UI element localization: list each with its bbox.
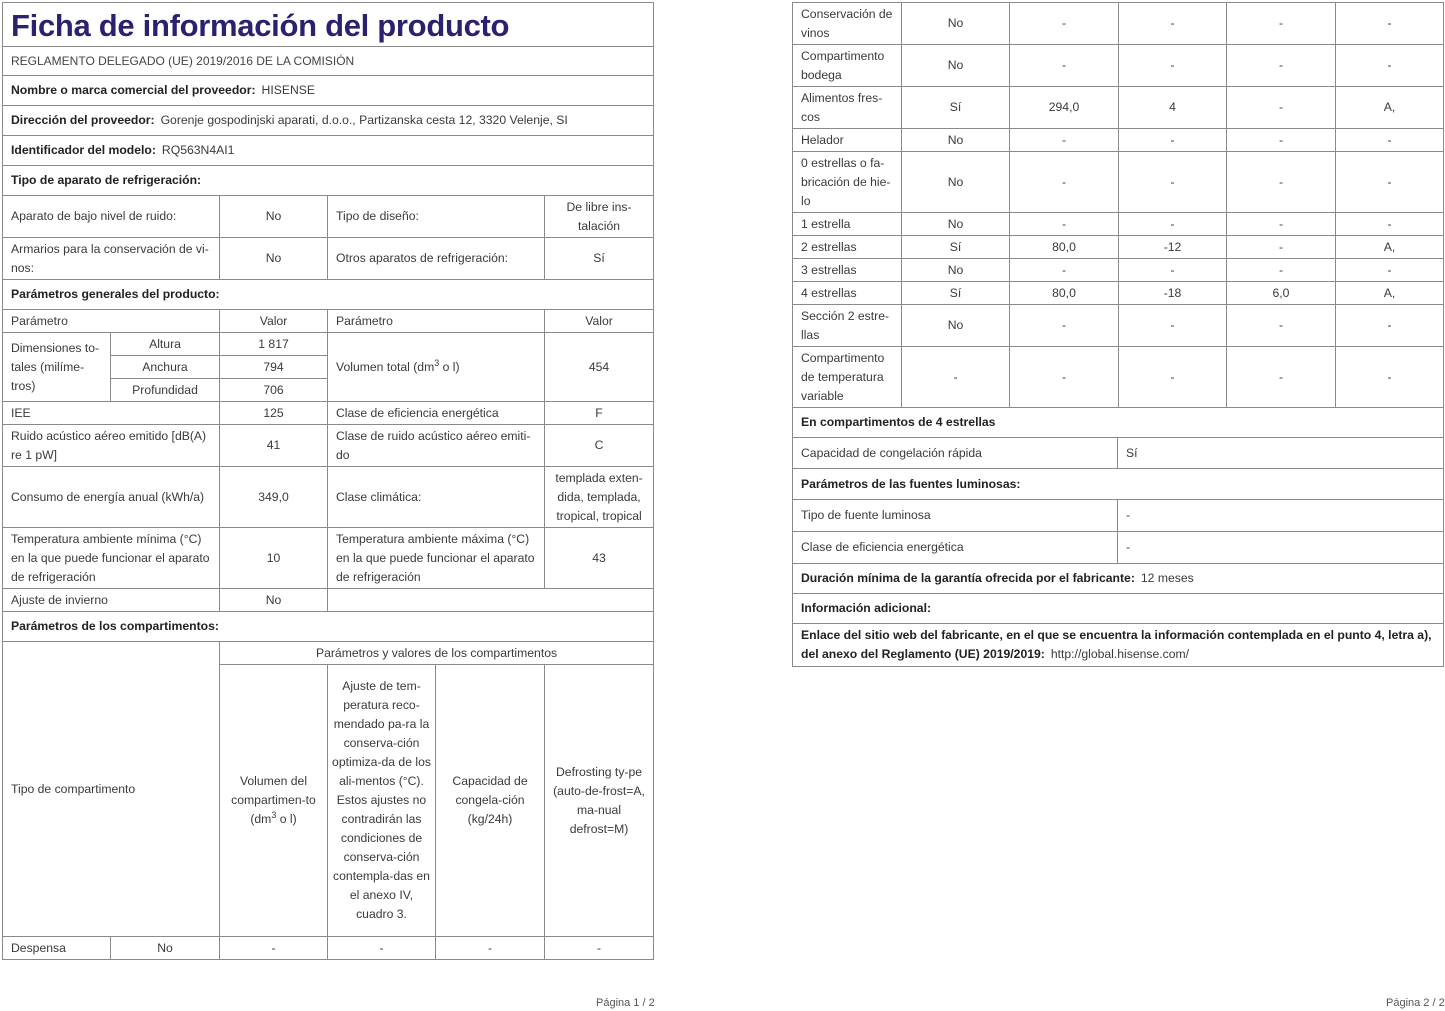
compartment-present: No — [902, 259, 1010, 282]
warranty-value: 12 meses — [1140, 571, 1194, 585]
compartment-rows — [793, 3, 1444, 408]
climate-class-label: Clase climática: — [328, 467, 545, 528]
compartment-freezing: - — [1227, 347, 1336, 408]
freezing-capacity-header: Capacidad de congela-ción (kg/24h) — [436, 665, 545, 937]
address-value: Gorenje gospodinjski aparati, d.o.o., Partizanska cesta 12, 3320 Velenje, SI — [160, 113, 568, 127]
compartment-volume: - — [1010, 213, 1119, 236]
compartment-volume-header — [220, 665, 328, 937]
height-label: Altura — [111, 333, 220, 356]
compartment-present: Sí — [902, 87, 1010, 129]
compartment-type-label: Tipo de compartimento — [3, 642, 220, 937]
param-header-left: Parámetro — [3, 310, 220, 333]
light-efficiency-value: - — [1118, 532, 1444, 564]
design-type-value: De libre ins-talación — [545, 196, 654, 238]
product-sheet-page-2 — [792, 2, 1443, 667]
compartment-defrost: - — [1336, 347, 1444, 408]
compartment-defrost: - — [1336, 45, 1444, 87]
recommended-temp-header: Ajuste de tem-peratura reco-mendado pa-ra la conserva-ción optimiza-da de los ali-mentos (°C). Estos ajustes no contradirán las condiciones de conserva-ción contempla-das en el anexo IV, cuadro 3. — [328, 665, 436, 937]
compartment-temperature: - — [1119, 213, 1227, 236]
compartment-present: No — [902, 3, 1010, 45]
wine-cabinet-label: Armarios para la conservación de vi-nos: — [3, 238, 220, 280]
width-value: 794 — [220, 356, 328, 379]
four-star-heading: En compartimentos de 4 estrellas — [793, 408, 1444, 438]
compartment-present: No — [902, 305, 1010, 347]
pantry-row — [3, 937, 654, 960]
compartment-defrost: - — [1336, 259, 1444, 282]
page-title-cell — [3, 3, 654, 47]
compartment-present: Sí — [902, 236, 1010, 259]
energy-class-value: F — [545, 402, 654, 425]
noise-value: 41 — [220, 425, 328, 467]
defrost-type-header: Defrosting ty-pe (auto-de-frost=A, ma-nual defrost=M) — [545, 665, 654, 937]
warranty-label: Duración mínima de la garantía ofrecida por el fabricante: — [801, 571, 1135, 585]
compartment-type: Conservación de vinos — [793, 3, 902, 45]
light-source-heading: Parámetros de las fuentes luminosas: — [793, 469, 1444, 500]
light-type-label: Tipo de fuente luminosa — [793, 500, 1118, 532]
min-temp-label: Temperatura ambiente mínima (°C) en la que puede funcionar el aparato de refrigeración — [3, 528, 220, 589]
supplier-label: Nombre o marca comercial del proveedor: — [11, 83, 256, 97]
light-type-value: - — [1118, 500, 1444, 532]
compartment-temperature: - — [1119, 129, 1227, 152]
dimensions-label: Dimensiones to-tales (milíme-tros) — [3, 333, 111, 402]
total-volume-value: 454 — [545, 333, 654, 402]
noise-class-label: Clase de ruido acústico aéreo emiti-do — [328, 425, 545, 467]
product-info-table — [2, 2, 654, 960]
compartment-row — [793, 282, 1444, 305]
comp-volume-text: Volumen del compartimen-to (dm — [231, 774, 316, 826]
light-efficiency-label: Clase de eficiencia energética — [793, 532, 1118, 564]
compartment-temperature: -18 — [1119, 282, 1227, 305]
compartment-freezing: - — [1227, 129, 1336, 152]
model-label: Identificador del modelo: — [11, 143, 156, 157]
compartment-type: 2 estrellas — [793, 236, 902, 259]
fast-freeze-value: Sí — [1118, 438, 1444, 469]
compartment-type: 0 estrellas o fa-bricación de hie-lo — [793, 152, 902, 213]
additional-info-table — [792, 407, 1444, 667]
compartment-temperature: 4 — [1119, 87, 1227, 129]
supplier-row — [3, 76, 654, 106]
empty-cell — [328, 589, 654, 612]
max-temp-label: Temperatura ambiente máxima (°C) en la que puede funcionar el aparato de refrigeración — [328, 528, 545, 589]
pantry-volume: - — [220, 937, 328, 960]
compartment-volume: 294,0 — [1010, 87, 1119, 129]
depth-label: Profundidad — [111, 379, 220, 402]
manufacturer-link-url[interactable]: http://global.hisense.com/ — [1050, 647, 1190, 661]
compartment-freezing: - — [1227, 152, 1336, 213]
compartment-defrost: - — [1336, 305, 1444, 347]
low-noise-value: No — [220, 196, 328, 238]
iee-value: 125 — [220, 402, 328, 425]
model-value: RQ563N4AI1 — [161, 143, 235, 157]
compartment-temperature: - — [1119, 347, 1227, 408]
compartment-row — [793, 347, 1444, 408]
manufacturer-link-label: Enlace del sitio web del fabricante, en el que se encuentra la información contemplada en el punto 4, letra a), del anexo del Reglamento (UE) 2019/2019: — [801, 628, 1432, 661]
pantry-present: No — [111, 937, 220, 960]
pantry-label: Despensa — [3, 937, 111, 960]
compartment-present: Sí — [902, 282, 1010, 305]
value-header-right: Valor — [545, 310, 654, 333]
param-header-right: Parámetro — [328, 310, 545, 333]
low-noise-label: Aparato de bajo nivel de ruido: — [3, 196, 220, 238]
compartment-temperature: - — [1119, 152, 1227, 213]
manufacturer-link-row — [793, 624, 1444, 667]
iee-label: IEE — [3, 402, 220, 425]
compartment-volume: - — [1010, 305, 1119, 347]
noise-label: Ruido acústico aéreo emitido [dB(A) re 1 pW] — [3, 425, 220, 467]
depth-value: 706 — [220, 379, 328, 402]
compartment-params-header: Parámetros y valores de los compartimentos — [220, 642, 654, 665]
value-header-left: Valor — [220, 310, 328, 333]
compartment-defrost: - — [1336, 3, 1444, 45]
winter-setting-value: No — [220, 589, 328, 612]
warranty-row — [793, 564, 1444, 594]
compartment-temperature: -12 — [1119, 236, 1227, 259]
compartment-temperature: - — [1119, 3, 1227, 45]
total-volume-label — [328, 333, 545, 402]
compartment-temperature: - — [1119, 45, 1227, 87]
compartment-freezing: - — [1227, 3, 1336, 45]
energy-consumption-value: 349,0 — [220, 467, 328, 528]
compartment-volume: - — [1010, 259, 1119, 282]
other-appliance-label: Otros aparatos de refrigeración: — [328, 238, 545, 280]
appliance-type-heading: Tipo de aparato de refrigeración: — [3, 166, 654, 196]
volume-label-sup: 3 — [434, 357, 440, 368]
pantry-temp: - — [328, 937, 436, 960]
additional-info-heading: Información adicional: — [793, 594, 1444, 624]
compartment-type: 1 estrella — [793, 213, 902, 236]
compartment-freezing: - — [1227, 45, 1336, 87]
pantry-freeze: - — [436, 937, 545, 960]
compartment-defrost: A, — [1336, 282, 1444, 305]
pantry-defrost: - — [545, 937, 654, 960]
compartment-row — [793, 87, 1444, 129]
height-value: 1 817 — [220, 333, 328, 356]
supplier-value: HISENSE — [261, 83, 316, 97]
wine-cabinet-value: No — [220, 238, 328, 280]
compartment-type: Alimentos fres-cos — [793, 87, 902, 129]
compartment-volume: 80,0 — [1010, 282, 1119, 305]
compartment-defrost: - — [1336, 152, 1444, 213]
min-temp-value: 10 — [220, 528, 328, 589]
compartment-defrost: A, — [1336, 236, 1444, 259]
address-label: Dirección del proveedor: — [11, 113, 155, 127]
compartment-present: No — [902, 213, 1010, 236]
compartment-row — [793, 45, 1444, 87]
compartment-volume: - — [1010, 347, 1119, 408]
comp-volume-sup: 3 — [271, 809, 277, 820]
compartment-present: - — [902, 347, 1010, 408]
energy-class-label: Clase de eficiencia energética — [328, 402, 545, 425]
other-appliance-value: Sí — [545, 238, 654, 280]
compartment-freezing: - — [1227, 87, 1336, 129]
compartment-volume: 80,0 — [1010, 236, 1119, 259]
compartment-volume: - — [1010, 129, 1119, 152]
compartment-present: No — [902, 45, 1010, 87]
compartment-type: Compartimento de temperatura variable — [793, 347, 902, 408]
model-row — [3, 136, 654, 166]
regulation-reference: REGLAMENTO DELEGADO (UE) 2019/2016 DE LA COMISIÓN — [3, 47, 654, 76]
compartment-freezing: - — [1227, 259, 1336, 282]
page-number-2: Página 2 / 2 — [1386, 997, 1445, 1009]
noise-class-value: C — [545, 425, 654, 467]
compartment-type: Compartimento bodega — [793, 45, 902, 87]
design-type-label: Tipo de diseño: — [328, 196, 545, 238]
width-label: Anchura — [111, 356, 220, 379]
volume-label-unit: o l) — [439, 359, 460, 374]
compartment-defrost: A, — [1336, 87, 1444, 129]
page-title: Ficha de información del producto — [11, 7, 510, 43]
climate-class-value: templada exten-dida, templada, tropical, tropical — [545, 467, 654, 528]
compartment-row — [793, 3, 1444, 45]
compartment-temperature: - — [1119, 259, 1227, 282]
compartment-volume: - — [1010, 152, 1119, 213]
compartment-type: 4 estrellas — [793, 282, 902, 305]
compartment-present: No — [902, 129, 1010, 152]
compartment-row — [793, 259, 1444, 282]
energy-consumption-label: Consumo de energía anual (kWh/a) — [3, 467, 220, 528]
max-temp-value: 43 — [545, 528, 654, 589]
compartment-freezing: - — [1227, 305, 1336, 347]
compartment-type: Sección 2 estre-llas — [793, 305, 902, 347]
compartments-heading: Parámetros de los compartimentos: — [3, 612, 654, 642]
comp-volume-unit: o l) — [276, 812, 297, 826]
compartment-freezing: - — [1227, 213, 1336, 236]
compartment-freezing: 6,0 — [1227, 282, 1336, 305]
address-row — [3, 106, 654, 136]
compartment-defrost: - — [1336, 213, 1444, 236]
compartment-row — [793, 305, 1444, 347]
compartment-row — [793, 129, 1444, 152]
compartment-type: Helador — [793, 129, 902, 152]
winter-setting-label: Ajuste de invierno — [3, 589, 220, 612]
product-sheet-page-1 — [2, 2, 653, 960]
fast-freeze-label: Capacidad de congelación rápida — [793, 438, 1118, 469]
general-params-heading: Parámetros generales del producto: — [3, 280, 654, 310]
compartment-volume: - — [1010, 45, 1119, 87]
compartments-table — [792, 2, 1444, 408]
volume-label-text: Volumen total (dm — [336, 359, 435, 374]
compartment-present: No — [902, 152, 1010, 213]
compartment-row — [793, 213, 1444, 236]
compartment-row — [793, 152, 1444, 213]
compartment-defrost: - — [1336, 129, 1444, 152]
page-number-1: Página 1 / 2 — [596, 997, 655, 1009]
compartment-volume: - — [1010, 3, 1119, 45]
compartment-type: 3 estrellas — [793, 259, 902, 282]
compartment-temperature: - — [1119, 305, 1227, 347]
compartment-row — [793, 236, 1444, 259]
compartment-freezing: - — [1227, 236, 1336, 259]
